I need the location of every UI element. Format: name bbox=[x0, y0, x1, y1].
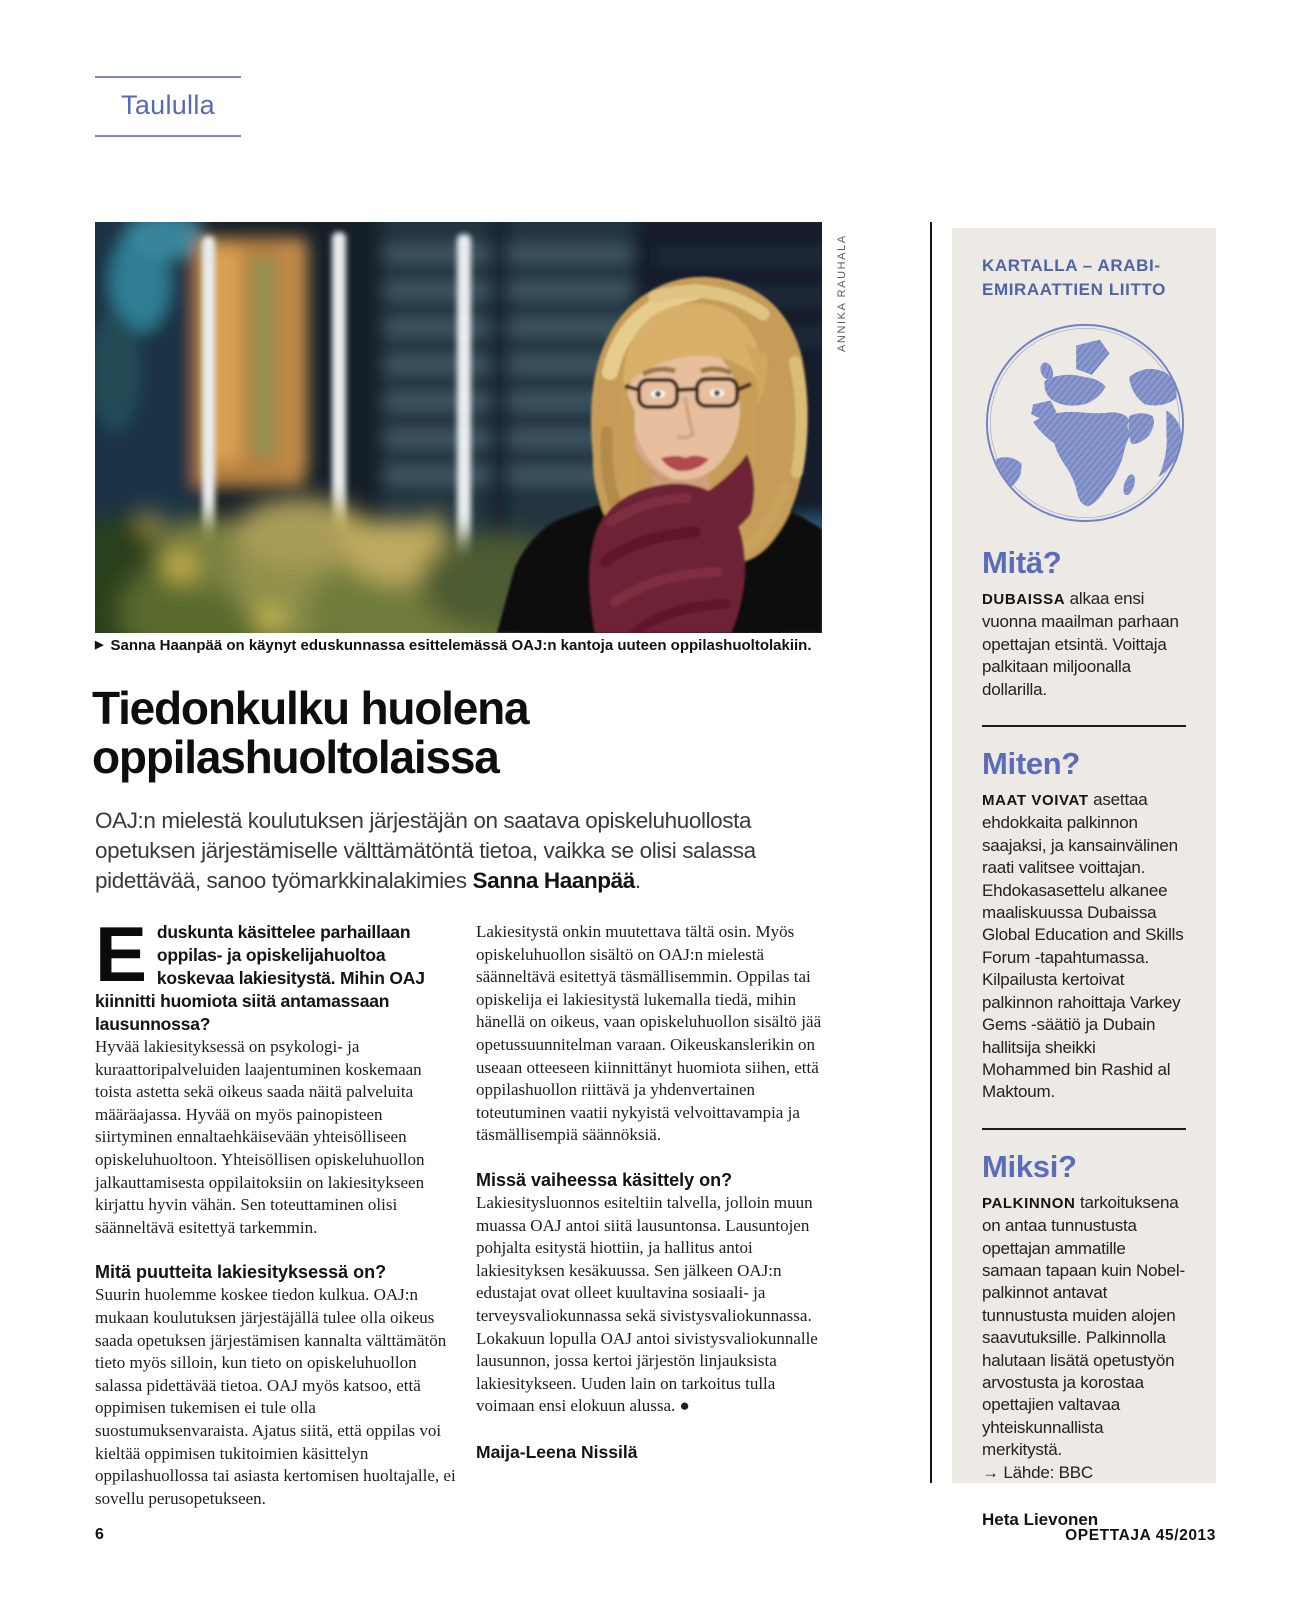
sidebar-section-miten bbox=[982, 747, 1186, 1104]
headline: Tiedonkulku huolena oppilashuoltolaissa bbox=[92, 682, 529, 783]
sidebar-rule bbox=[930, 222, 932, 1483]
sidebar-lead-in: DUBAISSA bbox=[982, 591, 1066, 608]
intro-question bbox=[95, 910, 456, 1036]
sidebar-title: KARTALLA – ARABI-EMIRAATTIEN LIITTO bbox=[982, 256, 1166, 299]
lead-text: OAJ:n mielestä koulutuksen järjestäjän on saatava opiskeluhuollosta opetuksen järjestämiselle välttämätöntä tietoa, vaikka se olisi salassa pidettävää, sanoo työmarkkinalakimies bbox=[95, 808, 756, 893]
caption-text: Sanna Haanpää on käynyt eduskunnassa esittelemässä OAJ:n kantoja uuteen oppilashuoltolakiin. bbox=[110, 637, 812, 654]
sidebar-heading: Miten? bbox=[982, 746, 1081, 782]
sidebar-heading: Mitä? bbox=[982, 545, 1062, 580]
paragraph: Lakiesitystä onkin muutettava tältä osin. Myös opiskeluhuollon sisältö on OAJ:n mielestä säänneltävä esitettyä täsmällisemmin. Oppilas tai opiskelija ei lakiesitystä lukemalla tiedä, mihin hänellä on oikeus, vaan opiskeluhuollon sisältö jää opetussuunnitelman varaan. Oikeuskanslerikin on useaan otteeseen kiinnittänyt huomiota siihen, että oppilashuollon riittävä ja yhdenvertainen toteutuminen vaatii nykyistä velvoittavampia ja täsmällisempiä säännöksiä. bbox=[476, 922, 822, 1145]
sidebar-kartalla bbox=[952, 228, 1216, 1529]
sidebar-divider bbox=[982, 725, 1186, 727]
sidebar-source: → Lähde: BBC bbox=[982, 1462, 1093, 1482]
article-byline: Maija-Leena Nissilä bbox=[476, 1441, 638, 1462]
section-kicker bbox=[95, 76, 241, 137]
caption-arrow-icon: ▶ bbox=[95, 639, 104, 651]
paragraph: Hyvää lakiesityksessä on psykologi- ja kuraattoripalveluiden laajentuminen koskemaan toista astetta sekä oikeus saada näitä palveluita määräajassa. Hyvää on myös painopisteen siirtyminen ennaltaehkäisevään yhteisölliseen opiskeluhuoltoon. Yhteisöllisen opiskeluhuollon jalkauttamisesta oppilaitoksiin on lakiesitykseen kirjattu hyvin vähän. Sen toteuttaminen olisi säänneltävä esitettyä tarkemmin. bbox=[95, 1037, 425, 1237]
sidebar-section-mita bbox=[982, 546, 1186, 701]
lead-period: . bbox=[634, 868, 641, 893]
page-number: 6 bbox=[95, 1526, 104, 1543]
photo-credit: ANNIKA RAUHALA bbox=[836, 234, 848, 352]
magazine-issue: OPETTAJA 45/2013 bbox=[1065, 1527, 1216, 1544]
body-column-1 bbox=[95, 910, 456, 1510]
photo-caption bbox=[95, 637, 827, 654]
globe-illustration bbox=[982, 320, 1188, 526]
sidebar-byline: Heta Lievonen bbox=[982, 1510, 1099, 1529]
sidebar-section-miksi bbox=[982, 1150, 1186, 1484]
subhead: Missä vaiheessa käsittely on? bbox=[476, 1169, 733, 1190]
article-body bbox=[95, 910, 837, 1510]
sidebar-paragraph bbox=[982, 789, 1186, 1104]
photo-sanna-haanpaa bbox=[95, 222, 822, 633]
sidebar-lead-in: PALKINNON bbox=[982, 1194, 1076, 1212]
lead-name: Sanna Haanpää bbox=[472, 868, 635, 893]
globe-icon bbox=[982, 320, 1188, 526]
sidebar-heading: Miksi? bbox=[982, 1148, 1077, 1184]
body-column-2 bbox=[476, 921, 837, 1510]
sidebar-text: asettaa ehdokkaita palkinnon saajaksi, ja kansainvälinen raati valitsee voittajan. Ehdokasasettelu alkanee maaliskuussa Dubaissa Global Education and Skills Forum -tapahtumassa. Kilpailusta kertoivat palkinnon rahoittaja Varkey Gems -säätiö ja Dubain hallitsija sheikki Mohammed bin Rashid al Maktoum. bbox=[982, 790, 1184, 1102]
sidebar-lead-in: MAAT VOIVAT bbox=[982, 792, 1089, 810]
sidebar-text: tarkoituksena on antaa tunnustusta opettajan ammatille samaan tapaan kuin Nobel-palkinnot antavat tunnustusta muiden alojen saavutuksille. Palkinnolla halutaan lisätä opetustyön arvostusta ja korostaa opettajien valtavaa yhteiskunnallista merkitystä. bbox=[982, 1192, 1185, 1460]
intro-question-text: duskunta käsittelee parhaillaan oppilas- ja opiskelijahuoltoa koskevaa lakiesitystä. Mihin OAJ kiinnitti huomiota siitä antamassaan lausunnossa? bbox=[95, 922, 425, 1034]
lead-paragraph bbox=[95, 806, 831, 896]
sidebar-divider bbox=[982, 1128, 1186, 1130]
sidebar-paragraph bbox=[982, 588, 1186, 701]
sidebar-text: alkaa ensi vuonna maailman parhaan opettajan etsintä. Voittaja palkitaan miljoonalla dollarilla. bbox=[982, 589, 1179, 699]
paragraph: Suurin huolemme koskee tiedon kulkua. OAJ:n mukaan koulutuksen järjestäjällä tulee olla oikeus saada opetuksen järjestämisen kannalta välttämätön tieto myös silloin, kun tieto on opiskeluhuollon salassa pidettävää tietoa. OAJ myös katsoo, että oppimisen tukemisen ei tule olla suostumuksenvaraista. Ajatus siitä, että oppilas voi kieltää oppimisen tukitoimien käsittelyn oppilashuollossa tai asiasta kertomisen huoltajalle, ei sovellu perusopetukseen. bbox=[95, 1285, 456, 1508]
dropcap: E bbox=[95, 910, 147, 998]
photo-illustration bbox=[95, 222, 822, 633]
sidebar-paragraph bbox=[982, 1192, 1186, 1462]
kicker-label: Taululla bbox=[121, 90, 215, 120]
subhead: Mitä puutteita lakiesityksessä on? bbox=[95, 1262, 387, 1283]
paragraph: Lakiesitysluonnos esiteltiin talvella, jolloin muun muassa OAJ antoi siitä lausuntonsa. Lausuntojen pohjalta esitystä hiottiin, ja hallitus antoi lakiesityksen kesäkuussa. Sen jälkeen OAJ:n edustajat ovat olleet kuultavina sosiaali- ja terveysvaliokunnassa sekä sivistysvaliokunnassa. Lokakuun lopulla OAJ antoi sivistysvaliokunnalle lausunnon, jossa kertoi järjestön linjauksista lakiesitykseen. Uuden lain on tarkoitus tulla voimaan ensi elokuun alussa. ● bbox=[476, 1192, 818, 1416]
